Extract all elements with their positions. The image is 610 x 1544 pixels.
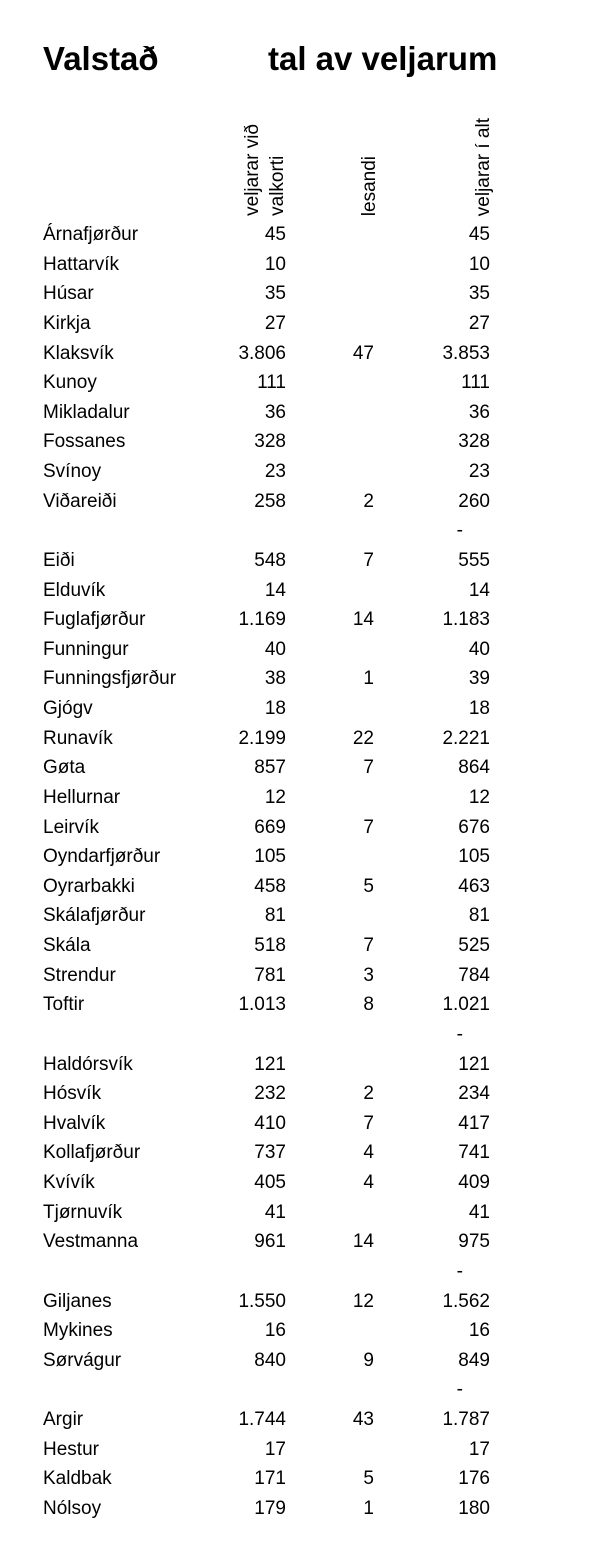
voters-read: 7 <box>363 1112 374 1134</box>
table-row <box>0 576 610 606</box>
place-name: Kunoy <box>43 372 97 394</box>
separator-dash: - <box>456 1260 463 1282</box>
voters-with-card: 16 <box>264 1320 286 1342</box>
voters-total: 1.562 <box>442 1290 490 1312</box>
voters-with-card: 1.550 <box>238 1290 286 1312</box>
place-name: Hvalvík <box>43 1112 106 1134</box>
place-name: Húsar <box>43 283 94 305</box>
voters-total: 111 <box>461 372 490 394</box>
table-row <box>0 220 610 250</box>
table-row <box>0 694 610 724</box>
table-row <box>0 1050 610 1080</box>
voters-table <box>0 220 610 1524</box>
voters-total: 741 <box>458 1142 490 1164</box>
voters-total: 45 <box>468 224 490 245</box>
place-name: Oyndarfjørður <box>43 846 161 868</box>
table-row <box>0 724 610 754</box>
voters-total: 676 <box>458 816 490 838</box>
voters-total: 81 <box>468 905 490 927</box>
table-row <box>0 1198 610 1228</box>
place-name: Eiði <box>43 549 75 571</box>
voters-total: 417 <box>458 1112 490 1134</box>
voters-total: 41 <box>468 1201 490 1223</box>
voters-read: 4 <box>363 1172 374 1193</box>
voters-read: 8 <box>363 994 374 1016</box>
separator-dash: - <box>456 520 463 542</box>
voters-with-card: 840 <box>254 1349 286 1371</box>
voters-total: 328 <box>458 431 490 453</box>
table-row <box>0 250 610 280</box>
table-row <box>0 842 610 872</box>
voters-with-card: 179 <box>254 1497 286 1519</box>
place-name: Kollafjørður <box>43 1142 141 1164</box>
column-header-lesandi: lesandi <box>359 155 380 216</box>
voters-total: 260 <box>458 490 490 512</box>
voters-total: 121 <box>458 1053 490 1075</box>
voters-total: 10 <box>468 253 490 275</box>
place-name: Mikladalur <box>43 401 130 423</box>
voters-with-card: 3.806 <box>238 342 286 364</box>
voters-with-card: 14 <box>264 579 286 601</box>
place-name: Leirvík <box>43 816 99 838</box>
voters-with-card: 12 <box>264 786 286 808</box>
separator-row <box>0 1257 610 1287</box>
table-row <box>0 605 610 635</box>
place-name: Gjógv <box>43 698 93 719</box>
table-row <box>0 931 610 961</box>
place-name: Tjørnuvík <box>43 1201 123 1223</box>
place-name: Vestmanna <box>43 1231 139 1253</box>
voters-with-card: 38 <box>264 668 286 690</box>
voters-read: 43 <box>352 1409 374 1430</box>
voters-total: 234 <box>458 1083 490 1105</box>
voters-read: 1 <box>363 668 374 690</box>
place-name: Klaksvík <box>43 342 114 364</box>
voters-with-card: 961 <box>254 1231 286 1253</box>
page-subtitle: tal av veljarum <box>268 40 498 77</box>
voters-read: 1 <box>363 1497 374 1519</box>
place-name: Viðareiði <box>43 490 117 512</box>
voters-with-card: 27 <box>264 312 286 334</box>
voters-read: 5 <box>363 875 374 897</box>
place-name: Svínoy <box>43 461 102 482</box>
voters-total: 36 <box>468 401 490 423</box>
place-name: Toftir <box>43 994 85 1016</box>
voters-with-card: 857 <box>254 757 286 779</box>
voters-with-card: 171 <box>254 1468 286 1490</box>
voters-with-card: 23 <box>264 461 286 482</box>
table-row <box>0 990 610 1020</box>
voters-with-card: 1.744 <box>238 1409 286 1430</box>
place-name: Mykines <box>43 1320 113 1342</box>
separator-dash: - <box>456 1023 463 1045</box>
place-name: Skálafjørður <box>43 905 146 927</box>
voters-read: 7 <box>363 549 374 571</box>
voters-with-card: 36 <box>264 401 286 423</box>
place-name: Haldórsvík <box>43 1053 133 1075</box>
page-title: Valstað <box>43 40 159 77</box>
voters-read: 7 <box>363 816 374 838</box>
voters-with-card: 35 <box>264 283 286 305</box>
voters-total: 180 <box>458 1497 490 1519</box>
separator-row <box>0 516 610 546</box>
table-row <box>0 872 610 902</box>
voters-read: 4 <box>363 1142 374 1164</box>
voters-total: 1.787 <box>442 1409 490 1430</box>
voters-total: 849 <box>458 1349 490 1371</box>
place-name: Kirkja <box>43 312 91 334</box>
table-row <box>0 1168 610 1198</box>
voters-total: 3.853 <box>442 342 490 364</box>
place-name: Funningur <box>43 638 129 660</box>
voters-total: 975 <box>458 1231 490 1253</box>
voters-total: 12 <box>468 786 490 808</box>
table-row <box>0 546 610 576</box>
voters-total: 555 <box>458 549 490 571</box>
voters-with-card: 105 <box>254 846 286 868</box>
voters-read: 14 <box>352 609 374 631</box>
voters-total: 1.021 <box>442 994 490 1016</box>
place-name: Funningsfjørður <box>43 668 177 690</box>
voters-with-card: 458 <box>254 875 286 897</box>
voters-total: 18 <box>468 698 490 719</box>
voters-with-card: 405 <box>254 1172 286 1193</box>
place-name: Strendur <box>43 964 116 986</box>
place-name: Fuglafjørður <box>43 609 146 631</box>
table-row <box>0 398 610 428</box>
table-row <box>0 1109 610 1139</box>
table-row <box>0 1464 610 1494</box>
voters-with-card: 45 <box>264 224 286 245</box>
place-name: Fossanes <box>43 431 126 453</box>
place-name: Oyrarbakki <box>43 875 135 897</box>
table-row <box>0 1138 610 1168</box>
voters-with-card: 111 <box>257 372 286 394</box>
voters-with-card: 1.169 <box>238 609 286 631</box>
table-row <box>0 279 610 309</box>
voters-total: 14 <box>468 579 490 601</box>
table-row <box>0 1435 610 1465</box>
place-name: Skála <box>43 935 91 956</box>
voters-total: 40 <box>468 638 490 660</box>
voters-total: 17 <box>468 1438 490 1460</box>
voters-read: 12 <box>352 1290 374 1312</box>
table-row <box>0 368 610 398</box>
place-name: Sørvágur <box>43 1349 122 1371</box>
place-name: Hellurnar <box>43 786 121 808</box>
table-row <box>0 1405 610 1435</box>
table-row <box>0 813 610 843</box>
voters-with-card: 17 <box>264 1438 286 1460</box>
table-row <box>0 635 610 665</box>
voters-total: 784 <box>458 964 490 986</box>
place-name: Nólsoy <box>43 1497 102 1519</box>
voters-with-card: 41 <box>264 1201 286 1223</box>
voters-with-card: 410 <box>254 1112 286 1134</box>
place-name: Elduvík <box>43 579 106 601</box>
table-row <box>0 1079 610 1109</box>
table-row <box>0 664 610 694</box>
voters-with-card: 669 <box>254 816 286 838</box>
separator-row <box>0 1020 610 1050</box>
table-row <box>0 457 610 487</box>
voters-with-card: 1.013 <box>238 994 286 1016</box>
voters-with-card: 2.199 <box>238 727 286 749</box>
voters-total: 16 <box>468 1320 490 1342</box>
place-name: Kvívík <box>43 1172 95 1193</box>
voters-read: 47 <box>352 342 374 364</box>
voters-with-card: 10 <box>264 253 286 275</box>
voters-with-card: 18 <box>264 698 286 719</box>
voters-with-card: 518 <box>254 935 286 956</box>
table-row <box>0 427 610 457</box>
voters-total: 525 <box>458 935 490 956</box>
voters-read: 7 <box>363 757 374 779</box>
voters-total: 27 <box>468 312 490 334</box>
voters-total: 23 <box>468 461 490 482</box>
place-name: Hestur <box>43 1438 99 1460</box>
table-row <box>0 901 610 931</box>
table-row <box>0 1494 610 1524</box>
column-header-valkorti: veljarar við valkorti <box>242 124 288 216</box>
separator-dash: - <box>456 1379 463 1401</box>
separator-row <box>0 1375 610 1405</box>
table-row <box>0 1316 610 1346</box>
place-name: Gøta <box>43 757 86 779</box>
voters-with-card: 548 <box>254 549 286 571</box>
voters-total: 35 <box>468 283 490 305</box>
place-name: Giljanes <box>43 1290 112 1312</box>
voters-with-card: 81 <box>264 905 286 927</box>
voters-read: 14 <box>352 1231 374 1253</box>
voters-with-card: 258 <box>254 490 286 512</box>
voters-with-card: 328 <box>254 431 286 453</box>
table-row <box>0 339 610 369</box>
voters-read: 7 <box>363 935 374 956</box>
place-name: Kaldbak <box>43 1468 112 1490</box>
voters-read: 2 <box>363 1083 374 1105</box>
voters-with-card: 232 <box>254 1083 286 1105</box>
table-row <box>0 487 610 517</box>
table-row <box>0 1346 610 1376</box>
column-header-alt: veljarar í alt <box>473 117 494 216</box>
table-row <box>0 1287 610 1317</box>
place-name: Hósvík <box>43 1083 102 1105</box>
table-row <box>0 961 610 991</box>
place-name: Hattarvík <box>43 253 120 275</box>
voters-total: 409 <box>458 1172 490 1193</box>
voters-total: 463 <box>458 875 490 897</box>
voters-total: 39 <box>468 668 490 690</box>
voters-total: 1.183 <box>442 609 490 631</box>
voters-total: 2.221 <box>442 727 490 749</box>
voters-read: 22 <box>352 727 374 749</box>
voters-read: 5 <box>363 1468 374 1490</box>
voters-with-card: 737 <box>254 1142 286 1164</box>
table-row <box>0 1227 610 1257</box>
voters-read: 9 <box>363 1349 374 1371</box>
voters-total: 864 <box>458 757 490 779</box>
voters-with-card: 40 <box>264 638 286 660</box>
voters-with-card: 121 <box>254 1053 286 1075</box>
place-name: Runavík <box>43 727 113 749</box>
voters-total: 105 <box>458 846 490 868</box>
voters-total: 176 <box>458 1468 490 1490</box>
voters-with-card: 781 <box>254 964 286 986</box>
voters-read: 3 <box>363 964 374 986</box>
table-row <box>0 783 610 813</box>
table-row <box>0 309 610 339</box>
voters-read: 2 <box>363 490 374 512</box>
place-name: Árnafjørður <box>43 224 139 245</box>
table-row <box>0 753 610 783</box>
place-name: Argir <box>43 1409 84 1430</box>
